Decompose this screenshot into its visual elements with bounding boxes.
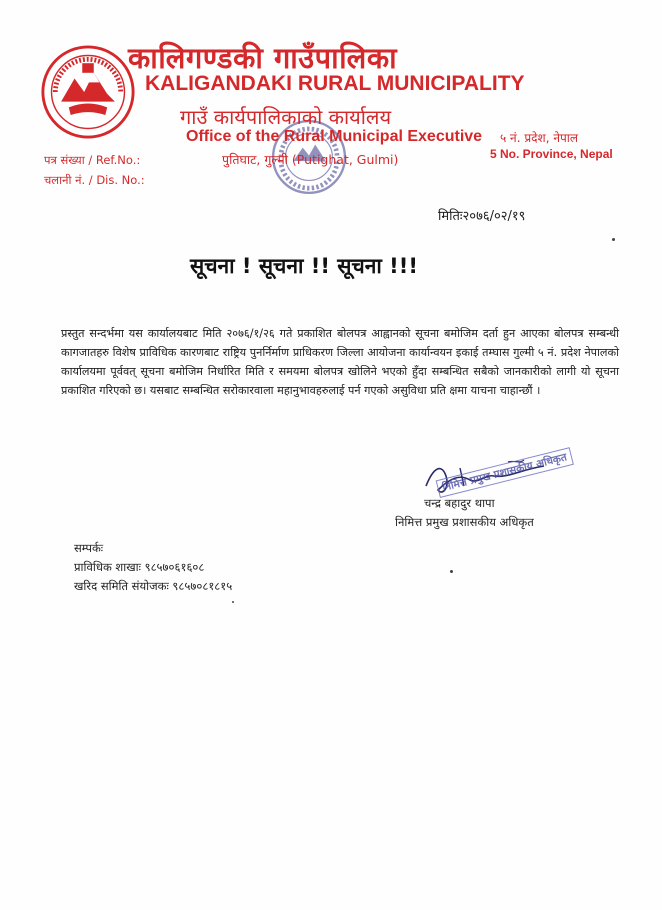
scan-speck <box>450 570 453 573</box>
contact-technical: प्राविधिक शाखाः ९८५७०६१६०८ <box>74 560 205 574</box>
office-name-english: Office of the Rural Municipal Executive <box>186 128 483 145</box>
province-nepali: ५ नं. प्रदेश, नेपाल <box>500 131 579 145</box>
reference-number-label: पत्र संख्या / Ref.No.: <box>44 153 141 167</box>
office-name-nepali: गाउँ कार्यपालिकाको कार्यालय <box>180 105 392 129</box>
contact-purchase: खरिद समिति संयोजकः ९८५७०८१८१५ <box>74 579 233 593</box>
dispatch-number-label: चलानी नं. / Dis. No.: <box>44 173 145 187</box>
signatory-stamp: निमित्त प्रमुख प्रशासकीय अधिकृत <box>436 447 574 498</box>
signatory-name: चन्द्र बहादुर थापा <box>424 496 495 510</box>
scan-speck <box>232 601 234 603</box>
municipality-name-english: KALIGANDAKI RURAL MUNICIPALITY <box>145 72 525 95</box>
office-address: पुतिघाट, गुल्मी (Putighat, Gulmi) <box>222 152 399 167</box>
notice-title: सूचना ! सूचना !! सूचना !!! <box>190 254 418 278</box>
letter-date: मितिः२०७६/०२/१९ <box>438 209 526 224</box>
contact-label: सम्पर्कः <box>74 541 104 555</box>
municipality-emblem-icon <box>40 44 136 140</box>
signatory-title: निमित्त प्रमुख प्रशासकीय अधिकृत <box>395 515 534 529</box>
municipality-name-nepali: कालिगण्डकी गाउँपालिका <box>128 41 398 75</box>
notice-body: प्रस्तुत सन्दर्भमा यस कार्यालयबाट मिति २०७६/१/२६ गते प्रकाशित बोलपत्र आह्वानको सूचना बमोजिम दर्ता हुन आएका बोलपत्र सम्बन्धी कागजातहरु विशेष प्राविधिक कारणबाट राष्ट्रिय पुनर्निर्माण प्राधिकरण जिल्ला आयोजना कार्यान्वयन इकाई तम्घास गुल्मी ५ नं. प्रदेश नेपालको कार्यालयमा पूर्ववत् सूचना बमोजिम निर्धारित मिति र समयमा बोलपत्र खोलिने भएको हुँदा सम्बन्धित सबैको जानकारीको लागी यो सूचना प्रकाशित गरिएको छ। यसबाट सम्बन्धित सरोकारवाला महानुभावहरुलाई पर्न गएको असुविधा प्रति क्षमा याचना चाहान्छौं । <box>61 327 619 397</box>
province-english: 5 No. Province, Nepal <box>490 147 613 161</box>
scan-speck <box>612 238 615 241</box>
